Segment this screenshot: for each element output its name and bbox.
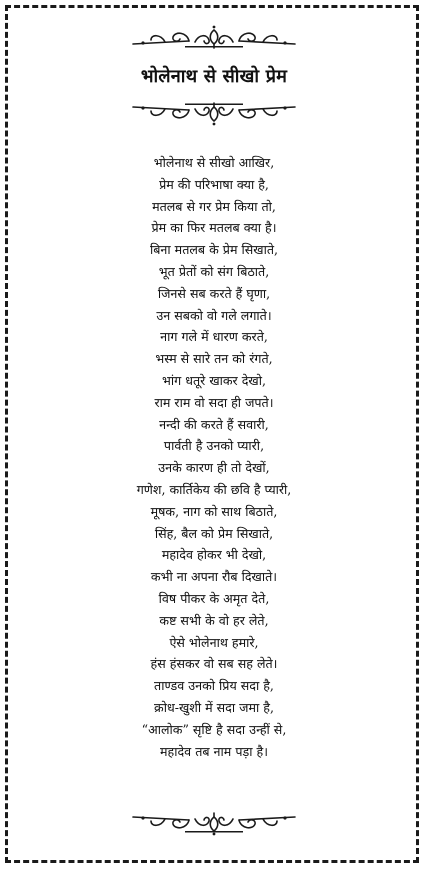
poem-line: विष पीकर के अमृत देते, xyxy=(158,590,270,606)
poem-line: पार्वती है उनको प्यारी, xyxy=(163,438,265,454)
poem-line: हंस हंसकर वो सब सह लेते। xyxy=(150,656,278,672)
poem-line: नन्दी की करते हैं सवारी, xyxy=(159,416,269,432)
poem-line: उनके कारण ही तो देखों, xyxy=(158,460,270,476)
poem-line: कभी ना अपना रौब दिखाते। xyxy=(150,569,278,585)
poem-line: “आलोक” सृष्टि है सदा उन्हीं से, xyxy=(141,721,287,737)
poem-line: जिनसे सब करते हैं घृणा, xyxy=(157,285,271,301)
poem-line: ऐसे भोलेनाथ हमारे, xyxy=(169,634,259,650)
flourish-divider-icon xyxy=(129,22,299,52)
poem-line: ताण्डव उनको प्रिय सदा है, xyxy=(154,678,274,694)
poem-line: भूत प्रेतों को संग बिठाते, xyxy=(158,263,270,279)
poem-body xyxy=(0,152,428,762)
poem-line: प्रेम का फिर मतलब क्या है। xyxy=(151,220,277,236)
poem-line: सिंह, बैल को प्रेम सिखाते, xyxy=(154,525,274,541)
poem-line: कष्ट सभी के वो हर लेते, xyxy=(159,612,269,628)
poem-line: महादेव तब नाम पड़ा है। xyxy=(160,743,268,759)
poem-line: भोलेनाथ से सीखो आखिर, xyxy=(153,155,275,170)
flourish-divider-icon xyxy=(129,98,299,128)
poem-line: उन सबको वो गले लगाते। xyxy=(156,307,272,323)
poem-line: मूषक, नाग को साथ बिठाते, xyxy=(150,503,278,519)
poem-line: महादेव होकर भी देखो, xyxy=(161,547,267,563)
poem-line: भांग धतूरे खाकर देखो, xyxy=(162,372,266,388)
poem-line: गणेश, कार्तिकेय की छवि है प्यारी, xyxy=(136,481,292,497)
poem-line: मतलब से गर प्रेम किया तो, xyxy=(152,198,276,214)
poem-line: बिना मतलब के प्रेम सिखाते, xyxy=(149,242,279,258)
poem-line: नाग गले में धारण करते, xyxy=(160,329,268,345)
poem-line: प्रेम की परिभाषा क्या है, xyxy=(159,176,269,192)
flourish-divider-icon xyxy=(129,808,299,838)
poem-line: राम राम वो सदा ही जपते। xyxy=(154,394,274,410)
poem-line: भस्म से सारे तन को रंगते, xyxy=(155,351,273,367)
poem-title: भोलेनाथ से सीखो प्रेम xyxy=(140,66,288,87)
poem-line: क्रोध-खुशी में सदा जमा है, xyxy=(154,699,274,715)
